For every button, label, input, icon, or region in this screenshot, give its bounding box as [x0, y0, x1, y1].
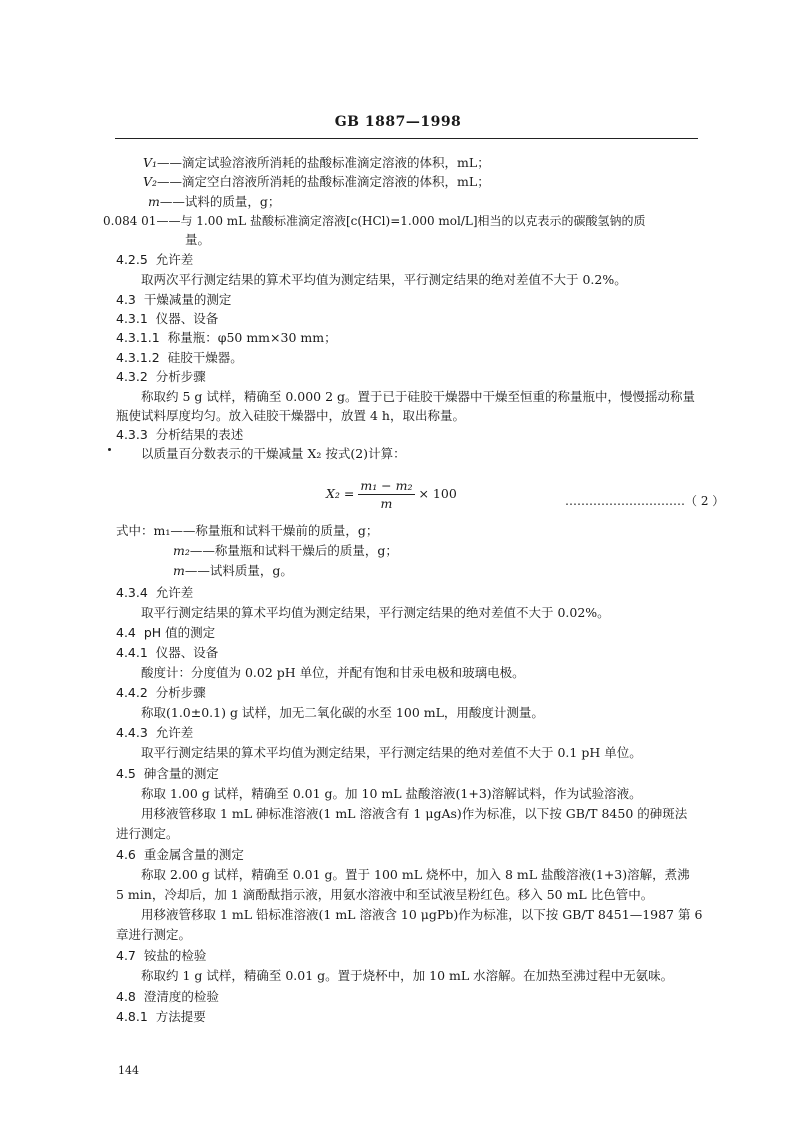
paragraph: 称取约 5 g 试样，精确至 0.000 2 g。置于已于硅胶干燥器中干燥至恒重的称量瓶中，慢慢摇动称量 — [141, 389, 696, 404]
where-item: 式中：m₁——称量瓶和试料干燥前的质量，g； — [116, 523, 379, 538]
paragraph: 以质量百分数表示的干燥减量 X₂ 按式(2)计算： — [141, 446, 406, 461]
paragraph: 用移液管移取 1 mL 砷标准溶液(1 mL 溶液含有 1 μgAs)作为标准，以下按 GB/T 8450 的砷斑法 — [141, 806, 688, 821]
where-item-continued: 量。 — [185, 232, 211, 247]
section-heading-4-3-1: 4.3.1 仪器、设备 — [116, 311, 219, 326]
paragraph-continued: 5 min，冷却后，加 1 滴酚酞指示液，用氨水溶液中和至试液呈粉红色。移入 50 mL 比色管中。 — [116, 887, 654, 902]
formula-fraction: $\frac{\text{m₁ − m₂}}{m}$ — [360, 478, 413, 511]
paragraph: 取两次平行测定结果的算术平均值为测定结果，平行测定结果的绝对差值不大于 0.2%。 — [141, 272, 627, 287]
section-heading-4-3-2: 4.3.2 分析步骤 — [116, 369, 206, 384]
paragraph: 称取 1.00 g 试样，精确至 0.01 g。加 10 mL 盐酸溶液(1+3)溶解试料，作为试验溶液。 — [141, 786, 642, 801]
paragraph: 称取(1.0±0.1) g 试样，加无二氧化碳的水至 100 mL，用酸度计测量。 — [141, 705, 544, 720]
paragraph: 酸度计：分度值为 0.02 pH 单位，并配有饱和甘汞电极和玻璃电极。 — [141, 665, 525, 680]
formula-2: X₂ = $\frac{\text{m₁ − m₂}}{m}$ × 100 — [326, 478, 457, 511]
where-item: V₂——滴定空白溶液所消耗的盐酸标准滴定溶液的体积，mL； — [143, 174, 490, 189]
paragraph-continued: 章进行测定。 — [116, 927, 192, 942]
standard-header: GB 1887—1998 — [334, 114, 462, 130]
where-item: m——试料质量，g。 — [173, 563, 293, 578]
section-heading-4-3-3: 4.3.3 分析结果的表述 — [116, 427, 244, 442]
equation-number: …………………………（ 2 ） — [565, 494, 725, 508]
page-number: 144 — [118, 1064, 139, 1077]
section-heading-4-8-1: 4.8.1 方法提要 — [116, 1009, 206, 1024]
paragraph: 取平行测定结果的算术平均值为测定结果，平行测定结果的绝对差值不大于 0.1 pH 单位。 — [141, 745, 642, 760]
paragraph: 称取约 1 g 试样，精确至 0.01 g。置于烧杯中，加 10 mL 水溶解。在加热至沸过程中无氨味。 — [141, 968, 674, 983]
section-heading-4-7: 4.7 铵盐的检验 — [116, 948, 207, 963]
paragraph-continued: 进行测定。 — [116, 826, 179, 841]
scan-speck — [108, 448, 111, 451]
paragraph: 用移液管移取 1 mL 铅标准溶液(1 mL 溶液含 10 μgPb)作为标准，以下按 GB/T 8451—1987 第 6 — [141, 907, 703, 922]
section-heading-4-8: 4.8 澄清度的检验 — [116, 989, 219, 1004]
where-item: m₂——称量瓶和试料干燥后的质量，g； — [173, 543, 398, 558]
section-item-4-3-1-2: 4.3.1.2 硅胶干燥器。 — [116, 350, 243, 365]
section-heading-4-5: 4.5 砷含量的测定 — [116, 766, 219, 781]
where-item: 0.084 01——与 1.00 mL 盐酸标准滴定溶液[c(HCl)=1.000 mol/L]相当的以克表示的碳酸氢钠的质 — [103, 214, 646, 228]
section-heading-4-4-3: 4.4.3 允许差 — [116, 725, 194, 740]
section-heading-4-6: 4.6 重金属含量的测定 — [116, 847, 244, 862]
paragraph: 取平行测定结果的算术平均值为测定结果，平行测定结果的绝对差值不大于 0.02%。 — [141, 605, 610, 620]
section-heading-4-2-5: 4.2.5 允许差 — [116, 252, 194, 267]
paragraph: 称取 2.00 g 试样，精确至 0.01 g。置于 100 mL 烧杯中，加入 8 mL 盐酸溶液(1+3)溶解，煮沸 — [141, 867, 690, 882]
section-heading-4-4-2: 4.4.2 分析步骤 — [116, 685, 206, 700]
header-rule — [115, 138, 698, 139]
section-heading-4-4: 4.4 pH 值的测定 — [116, 625, 216, 640]
where-item: m——试料的质量，g； — [148, 194, 281, 209]
where-item: V₁——滴定试验溶液所消耗的盐酸标准滴定溶液的体积，mL； — [143, 155, 490, 170]
section-heading-4-4-1: 4.4.1 仪器、设备 — [116, 645, 219, 660]
paragraph-continued: 瓶使试料厚度均匀。放入硅胶干燥器中，放置 4 h，取出称量。 — [116, 408, 465, 423]
section-item-4-3-1-1: 4.3.1.1 称量瓶：φ50 mm×30 mm； — [116, 330, 337, 345]
section-heading-4-3: 4.3 干燥减量的测定 — [116, 292, 232, 307]
section-heading-4-3-4: 4.3.4 允许差 — [116, 585, 194, 600]
